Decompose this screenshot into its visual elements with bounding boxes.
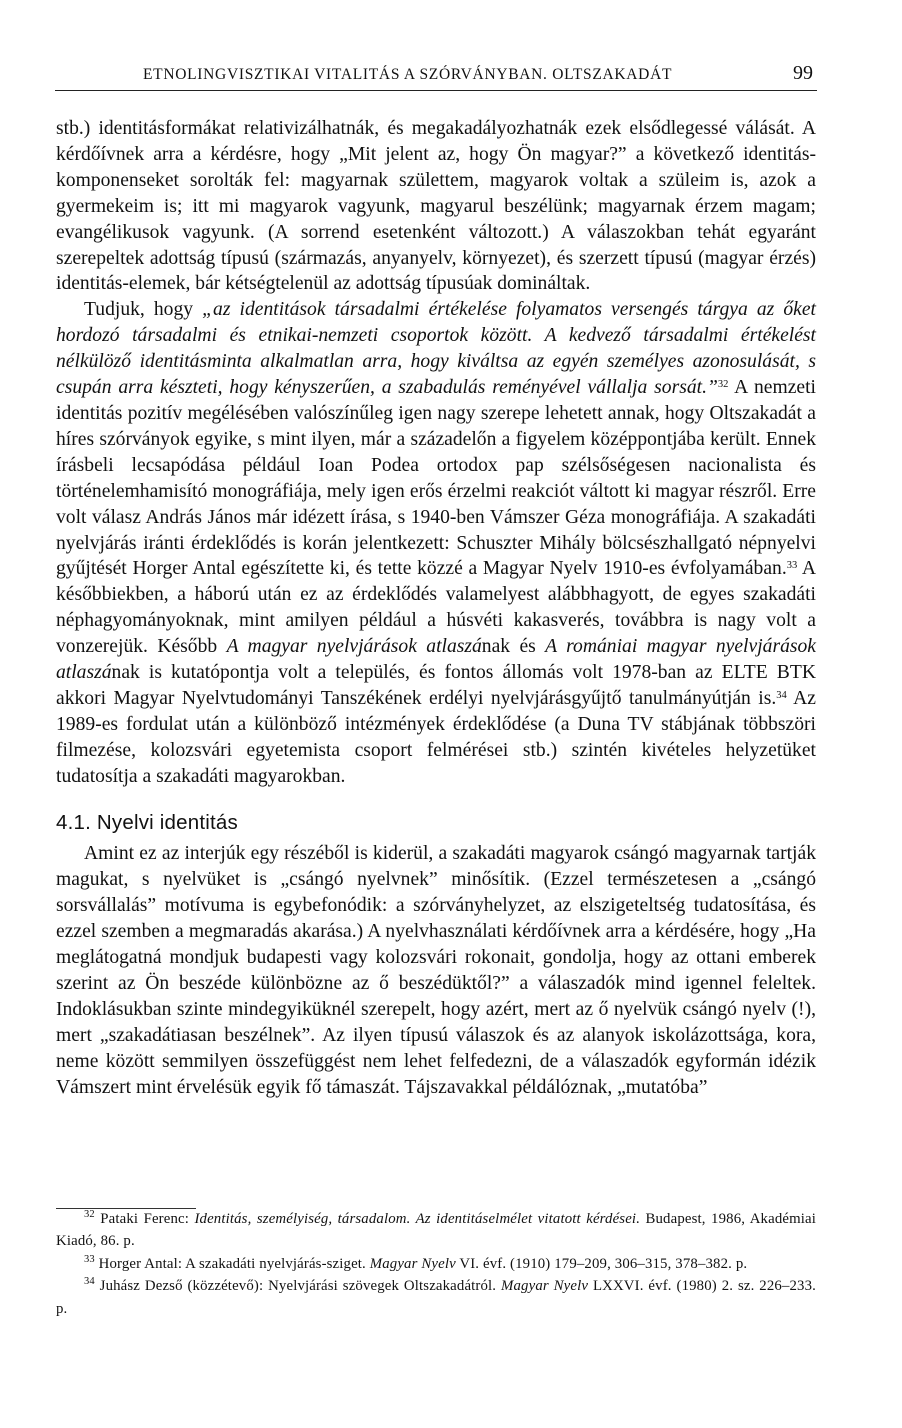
footnote-ref-34: 34 (776, 689, 787, 701)
footnote-ref-32: 32 (717, 379, 729, 391)
footnote-number: 34 (84, 1276, 95, 1288)
paragraph-1 (56, 116, 816, 297)
footnote-32 (56, 1208, 816, 1253)
footnote-number: 32 (84, 1209, 95, 1220)
section-heading: 4.1. Nyelvi identitás (56, 810, 238, 834)
quotation-italic: „az identitások társadalmi értékelése folyamatos versengés tárgya az őket hordozó társadalmi és etnikai-nemzeti csoportok között. A kedvező társadalmi értékelést nélkülöző identitásminta alkalmatlan arra, hogy kiváltsa az egyén személyes azonosulását, s csupán arra készteti, hogy kényszerűen, a szabadulás reményével vállalja sorsát.” (56, 299, 816, 399)
paragraph-3 (56, 841, 816, 1100)
running-title: ETNOLINGVISZTIKAI VITALITÁS A SZÓRVÁNYBAN. OLTSZAKADÁT (143, 66, 673, 83)
body-text (56, 116, 816, 1101)
footnote-ref-33: 33 (786, 560, 798, 572)
paragraph-2-text-b: A nemzeti identitás pozitív megélésében valószínűleg igen nagy szerepe lehetett annak, hogy Oltszakadát a híres szórványok egyike, s mint ilyen, már a századelőn a figyelem középpontjába került. Ennek írásbeli lecsapódása például Ioan Podea ortodox pap szélsőségesen nacionalista és történelemhamisító monográfiája, mely igen erős érzelmi reakciót váltott ki magyar részről. Erre volt válasz András János már idézett írása, s 1940-ben Vámszer Géza monográfiája. A szakadáti nyelvjárás iránti érdeklődés is korán jelentkezett: Schuszter Mihály bölcsészhallgató népnyelvi gyűjtését Horger Antal egészítette ki, és tette közzé a Magyar Nyelv 1910-es évfolyamában. (56, 377, 816, 580)
footnote-text: VI. évf. (1910) 179–209, 306–315, 378–382. p. (455, 1255, 748, 1272)
atlas-title-italic-2: A romániai magyar nyelvjárások atlaszá (56, 636, 816, 684)
footnote-number: 33 (84, 1253, 95, 1265)
paragraph-2-text-d: nak és (481, 636, 546, 658)
footnote-33 (56, 1253, 816, 1275)
page-number: 99 (793, 62, 813, 84)
running-header (55, 62, 817, 91)
footnote-italic: Magyar Nyelv (501, 1278, 589, 1295)
footnote-34 (56, 1275, 816, 1320)
footnote-text: LXXVI. évf. (1980) 2. sz. 226–233. p. (56, 1278, 816, 1317)
paragraph-2 (56, 297, 816, 789)
footnote-italic: Identitás, személyiség, társadalom. Az identitáselmélet vitatott kérdései. (194, 1211, 641, 1227)
paragraph-1-text: stb.) identitásformákat relativizálhatnák, és megakadályozhatnák ezek elsődlegessé válását. A kérdőívnek arra a kérdésre, hogy „Mit jelent az, hogy Ön magyar?” a következő identitás-komponenseket sorolták fel: magyarnak születtem, magyarok voltak a szüleim is, azok a gyermekeim is; itt mi magyarok vagyunk, magyarul beszélünk; magyarnak érzem magam; evangélikusok vagyunk. (A sorrend esetenként változott.) A válaszokban tehát egyaránt szerepeltek adottság típusú (származás, anyanyelv, környezet), és szerzett típusú (magyar érzés) identitás-elemek, bár kétségtelenül az adottság típusúak domináltak. (56, 118, 816, 295)
footnotes (56, 1208, 816, 1320)
paragraph-3-text: Amint ez az interjúk egy részéből is kiderül, a szakadáti magyarok csángó magyarnak tartják magukat, s nyelvüket is „csángó nyelvnek” minősítik. (Ezzel természetesen a „csángó sorsvállalás” motívuma is egybefonódik: a szórványhelyzet, az elszigeteltség tudatosítása, és ezzel szemben a megmaradás akarása.) A nyelvhasználati kérdőívnek arra a kérdésére, hogy „Ha meglátogatná mondjuk budapesti vagy kolozsvári rokonait, gondolja, hogy az ottani emberek szerint az Ön beszéde különbözne az ő beszédüktől?” a válaszadók mind igennel feleltek. Indoklásukban szinte mindegyiküknél szerepelt, hogy azért, mert az ő nyelvük csángó nyelv (!), mert „szakadátiasan beszélnek”. Az ilyen típusú válaszok és az alanyok iskolázottsága, kora, neme között semmilyen összefüggést nem lehet felfedezni, de a válaszadók egyformán idézik Vámszert mint érvelésük egyik fő támaszát. Tájszavakkal példálóznak, „mutatóba” (56, 843, 816, 1098)
paragraph-2-text-e: nak is kutatópontja volt a település, és fontos állomás volt 1978-ban az ELTE BTK akkori Magyar Nyelvtudományi Tanszékének erdélyi nyelvjárásgyűjtő tanulmányútján is. (56, 662, 816, 709)
atlas-title-italic-1: A magyar nyelvjárások atlaszá (226, 636, 482, 658)
paragraph-2-text-f: Az 1989-es fordulat után a különböző intézmények érdeklődése (a Duna TV stábjának többszöri filmezése, kolozsvári egyetemista csoport felmérései stb.) szintén kivételes helyzetüket tudatosítja a szakadáti magyarokban. (56, 687, 816, 787)
footnote-text: Budapest, 1986, Akadémiai Kiadó, 86. p. (56, 1211, 816, 1250)
paragraph-2-text-c: A későbbiekben, a háború után ez az érdeklődés valamelyest alábbhagyott, de egyes szakadáti néphagyományoknak, mint amilyen például a húsvéti kakasverés, továbbra is nagy volt a vonzerejük. Később (56, 558, 816, 658)
footnote-text: Pataki Ferenc: (94, 1211, 195, 1227)
footnote-text: Horger Antal: A szakadáti nyelvjárás-sziget. (94, 1255, 370, 1272)
footnote-italic: Magyar Nyelv (369, 1255, 456, 1272)
paragraph-2-text-a: Tudjuk, hogy (84, 299, 203, 321)
footnote-text: Juhász Dezső (közzétevő): Nyelvjárási szövegek Oltszakadátról. (94, 1278, 502, 1295)
